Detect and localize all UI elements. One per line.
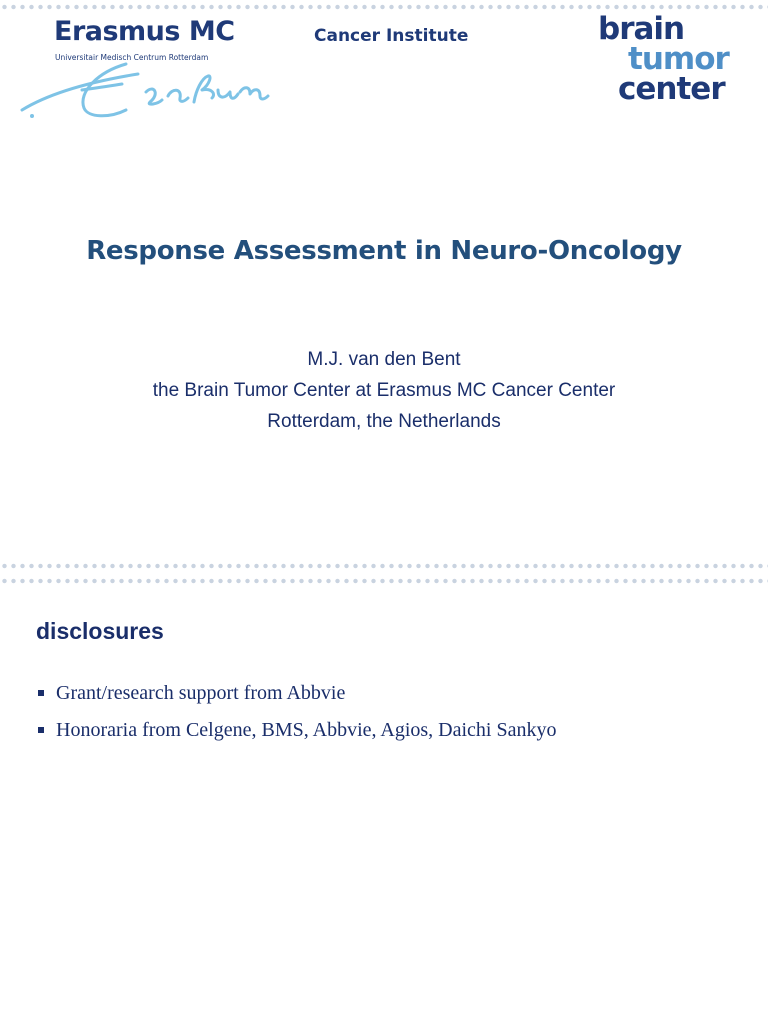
disclosures-heading: disclosures [36, 618, 164, 644]
author-location: Rotterdam, the Netherlands [267, 411, 501, 432]
disclosure-text: Honoraria from Celgene, BMS, Abbvie, Agios, Daichi Sankyo [56, 719, 557, 741]
erasmus-mc-logo [18, 14, 278, 126]
square-bullet-icon [38, 690, 44, 696]
erasmus-mc-logo-name: Erasmus MC [54, 16, 235, 47]
list-item [38, 682, 557, 719]
slide-separator-bottom [0, 578, 768, 584]
slide-separator-top [0, 563, 768, 569]
erasmus-signature-icon [18, 58, 278, 124]
brain-tumor-center-logo-line-2: tumor [628, 41, 729, 77]
square-bullet-icon [38, 727, 44, 733]
cancer-institute-logo: Cancer Institute [314, 26, 469, 46]
brain-tumor-center-logo-line-1: brain [598, 11, 685, 47]
disclosures-slide [0, 586, 768, 1024]
list-item [38, 719, 557, 756]
erasmus-mc-logo-subtitle: Universitair Medisch Centrum Rotterdam [55, 53, 209, 62]
disclosures-list [38, 682, 557, 756]
brain-tumor-center-logo-line-3: center [618, 71, 725, 107]
slide-title: Response Assessment in Neuro-Oncology [86, 236, 682, 266]
author-affiliation: the Brain Tumor Center at Erasmus MC Cancer Center [152, 380, 616, 401]
author-block [0, 344, 768, 437]
author-name: M.J. van den Bent [307, 349, 461, 370]
disclosure-text: Grant/research support from Abbvie [56, 682, 346, 704]
brain-tumor-center-logo [598, 10, 768, 110]
